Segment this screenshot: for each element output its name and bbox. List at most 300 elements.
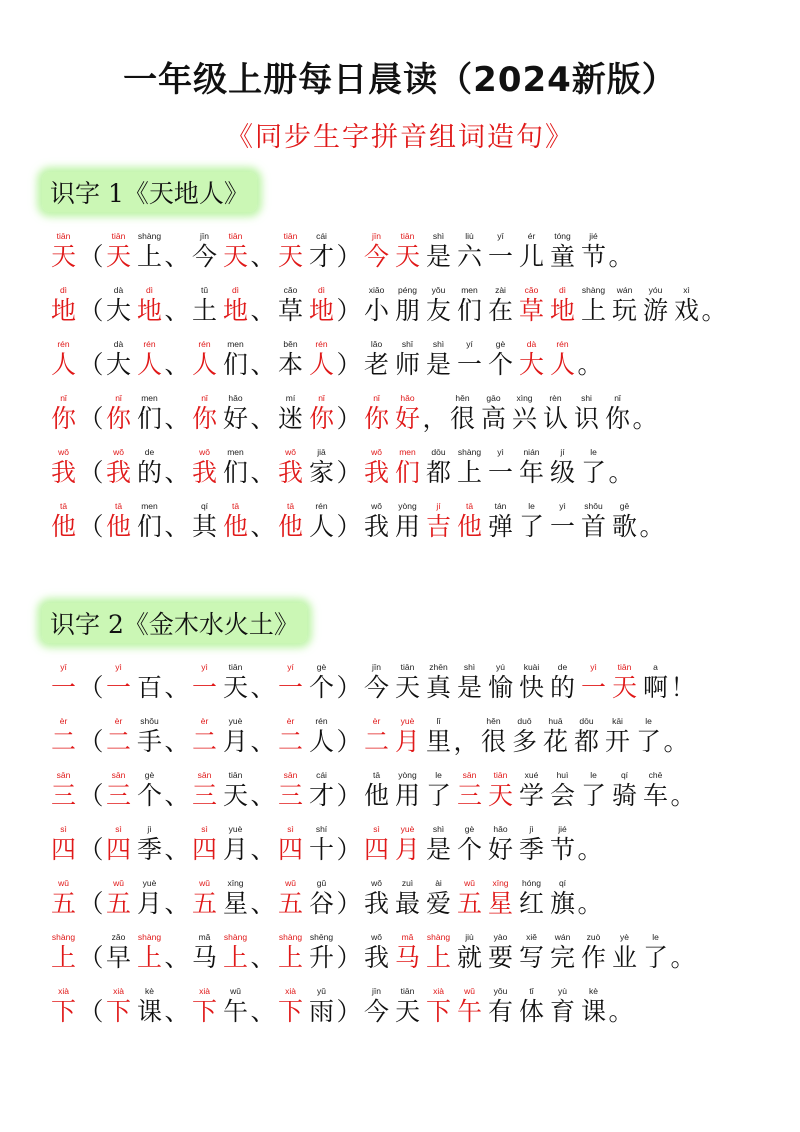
- pinyin: tā: [372, 770, 381, 780]
- punctuation: [165, 715, 189, 757]
- hanzi: 、: [164, 242, 190, 271]
- hanzi: 一: [277, 673, 303, 702]
- hanzi: 星: [487, 889, 513, 918]
- hanzi: 快: [518, 673, 544, 702]
- character-with-pinyin: [423, 985, 454, 1027]
- hanzi: 是: [425, 242, 451, 271]
- pinyin: jīn: [372, 986, 381, 996]
- hanzi: 。: [608, 242, 634, 271]
- character-with-pinyin: [275, 769, 306, 811]
- hanzi: 们: [456, 296, 482, 325]
- hanzi: 下: [191, 997, 217, 1026]
- hanzi: 个: [136, 781, 162, 810]
- character-with-pinyin: [423, 769, 454, 811]
- character-with-pinyin: [134, 500, 165, 542]
- hanzi: 、: [164, 943, 190, 972]
- hanzi: 们: [136, 512, 162, 541]
- punctuation: [633, 392, 657, 434]
- character-with-pinyin: [48, 230, 79, 272]
- pinyin: rén: [143, 339, 156, 349]
- pinyin: tiān: [228, 231, 243, 241]
- hanzi: 、: [164, 458, 190, 487]
- hanzi: 有: [487, 997, 513, 1026]
- pinyin: yuè: [228, 716, 243, 726]
- character-with-pinyin: [423, 230, 454, 272]
- hanzi: 的: [549, 673, 575, 702]
- hanzi: 一: [549, 512, 575, 541]
- punctuation: [251, 985, 275, 1027]
- character-with-pinyin: [361, 931, 392, 973]
- pinyin: wǒ: [371, 447, 382, 457]
- hanzi: 、: [164, 889, 190, 918]
- pinyin: wǒ: [199, 447, 210, 457]
- character-with-pinyin: [423, 661, 454, 703]
- character-with-pinyin: [134, 931, 165, 973]
- pinyin: xué: [524, 770, 539, 780]
- pinyin: tiān: [111, 231, 126, 241]
- pinyin: sān: [283, 770, 298, 780]
- character-with-pinyin: [306, 230, 337, 272]
- hanzi: 一: [105, 673, 131, 702]
- hanzi: 啊: [642, 673, 668, 702]
- pinyin: rèn: [549, 393, 562, 403]
- hanzi: 了: [580, 458, 606, 487]
- hanzi: 才: [308, 781, 334, 810]
- hanzi: 很: [480, 727, 506, 756]
- hanzi: 、: [164, 350, 190, 379]
- pinyin: huì: [556, 770, 569, 780]
- punctuation: [423, 392, 447, 434]
- pinyin: yòng: [398, 770, 417, 780]
- punctuation: [79, 931, 103, 973]
- hanzi: 大: [518, 350, 544, 379]
- pinyin: tā: [286, 501, 295, 511]
- hanzi: 三: [277, 781, 303, 810]
- character-with-pinyin: [361, 446, 392, 488]
- character-with-pinyin: [275, 338, 306, 380]
- character-with-pinyin: [547, 877, 578, 919]
- hanzi: 地: [222, 296, 248, 325]
- hanzi: 大: [105, 296, 131, 325]
- hanzi: 天: [105, 242, 131, 271]
- character-with-pinyin: [516, 500, 547, 542]
- hanzi: 就: [456, 943, 482, 972]
- character-with-pinyin: [516, 446, 547, 488]
- hanzi: 。: [639, 512, 665, 541]
- character-with-pinyin: [361, 769, 392, 811]
- hanzi: 上: [425, 943, 451, 972]
- character-with-pinyin: [361, 985, 392, 1027]
- hanzi: 午: [222, 997, 248, 1026]
- hanzi: 。: [577, 350, 603, 379]
- pinyin: nǐ: [614, 393, 621, 403]
- hanzi: 了: [580, 781, 606, 810]
- hanzi: 。: [701, 296, 727, 325]
- pinyin: zuì: [401, 878, 414, 888]
- character-with-pinyin: [48, 661, 79, 703]
- hanzi: 、: [250, 512, 276, 541]
- pinyin: le: [435, 770, 442, 780]
- hanzi: 们: [222, 458, 248, 487]
- pinyin: dōu: [579, 716, 594, 726]
- hanzi: ）: [336, 512, 362, 541]
- pinyin: gè: [495, 339, 506, 349]
- character-with-pinyin: [392, 715, 423, 757]
- punctuation: [609, 985, 633, 1027]
- character-with-pinyin: [609, 769, 640, 811]
- hanzi: 人: [549, 350, 575, 379]
- pinyin: shàng: [223, 932, 248, 942]
- hanzi: 他: [222, 512, 248, 541]
- hanzi: 年: [518, 458, 544, 487]
- punctuation: [337, 715, 361, 757]
- hanzi: 他: [363, 781, 389, 810]
- character-with-pinyin: [189, 230, 220, 272]
- punctuation: [251, 715, 275, 757]
- character-with-pinyin: [361, 661, 392, 703]
- pinyin: shǒu: [584, 501, 603, 511]
- pinyin: le: [590, 447, 597, 457]
- pinyin: tā: [114, 501, 123, 511]
- hanzi: 二: [363, 727, 389, 756]
- hanzi: 。: [577, 889, 603, 918]
- character-with-pinyin: [134, 715, 165, 757]
- pinyin: nǐ: [373, 393, 380, 403]
- punctuation: [337, 985, 361, 1027]
- character-with-pinyin: [275, 446, 306, 488]
- character-with-pinyin: [454, 931, 485, 973]
- hanzi: 人: [308, 512, 334, 541]
- hanzi: 四: [277, 835, 303, 864]
- hanzi: 、: [250, 835, 276, 864]
- pinyin: wǔ: [285, 878, 296, 888]
- character-with-pinyin: [361, 500, 392, 542]
- lesson-rows: [42, 218, 726, 542]
- character-with-pinyin: [103, 338, 134, 380]
- pinyin: jiā: [317, 447, 326, 457]
- pinyin: sān: [56, 770, 71, 780]
- punctuation: [165, 877, 189, 919]
- character-with-pinyin: [392, 338, 423, 380]
- pinyin: zuò: [586, 932, 601, 942]
- hanzi: 、: [250, 997, 276, 1026]
- character-with-pinyin: [392, 823, 423, 865]
- character-with-pinyin: [134, 446, 165, 488]
- character-with-pinyin: [485, 823, 516, 865]
- hanzi: （: [78, 296, 104, 325]
- punctuation: [79, 877, 103, 919]
- hanzi: 体: [518, 997, 544, 1026]
- punctuation: [251, 338, 275, 380]
- character-with-pinyin: [516, 823, 547, 865]
- pinyin: shàng: [278, 932, 303, 942]
- pinyin: yào: [493, 932, 508, 942]
- character-with-pinyin: [447, 392, 478, 434]
- punctuation: [165, 769, 189, 811]
- hanzi: 三: [105, 781, 131, 810]
- hanzi: 五: [50, 889, 76, 918]
- pinyin: xiě: [526, 932, 537, 942]
- pinyin: men: [141, 501, 158, 511]
- punctuation: [251, 284, 275, 326]
- hanzi: 其: [191, 512, 217, 541]
- hanzi: 在: [487, 296, 513, 325]
- hanzi: 五: [105, 889, 131, 918]
- hanzi: 五: [191, 889, 217, 918]
- pinyin: wǒ: [371, 878, 382, 888]
- character-with-pinyin: [423, 823, 454, 865]
- hanzi: 地: [136, 296, 162, 325]
- sentence-row: [48, 326, 726, 380]
- pinyin: men: [227, 339, 244, 349]
- character-with-pinyin: [306, 715, 337, 757]
- character-with-pinyin: [454, 877, 485, 919]
- punctuation: [337, 500, 361, 542]
- character-with-pinyin: [361, 715, 392, 757]
- hanzi: 上: [580, 296, 606, 325]
- hanzi: 们: [136, 404, 162, 433]
- hanzi: 、: [164, 781, 190, 810]
- character-with-pinyin: [640, 284, 671, 326]
- hanzi: 三: [50, 781, 76, 810]
- hanzi: 了: [635, 727, 661, 756]
- hanzi: 。: [670, 781, 696, 810]
- hanzi: 地: [549, 296, 575, 325]
- pinyin: shàng: [137, 231, 162, 241]
- hanzi: 大: [105, 350, 131, 379]
- character-with-pinyin: [220, 284, 251, 326]
- hanzi: （: [78, 512, 104, 541]
- punctuation: [578, 338, 602, 380]
- character-with-pinyin: [392, 446, 423, 488]
- lesson-section: [42, 172, 726, 542]
- punctuation: [337, 284, 361, 326]
- pinyin: shí: [315, 824, 328, 834]
- hanzi: 天: [222, 673, 248, 702]
- hanzi: 今: [363, 997, 389, 1026]
- pinyin: gāo: [486, 393, 501, 403]
- hanzi: 开: [604, 727, 630, 756]
- hanzi: 天: [277, 242, 303, 271]
- character-with-pinyin: [578, 284, 609, 326]
- character-with-pinyin: [423, 715, 454, 757]
- character-with-pinyin: [516, 985, 547, 1027]
- character-with-pinyin: [220, 230, 251, 272]
- character-with-pinyin: [361, 338, 392, 380]
- pinyin: rén: [556, 339, 569, 349]
- punctuation: [671, 769, 695, 811]
- pinyin: èr: [114, 716, 123, 726]
- pinyin: èr: [372, 716, 381, 726]
- pinyin: kè: [145, 986, 154, 996]
- punctuation: [165, 230, 189, 272]
- character-with-pinyin: [392, 661, 423, 703]
- character-with-pinyin: [392, 230, 423, 272]
- pinyin: wǒ: [285, 447, 296, 457]
- pinyin: sì: [60, 824, 67, 834]
- hanzi: 下: [105, 997, 131, 1026]
- punctuation: [165, 392, 189, 434]
- hanzi: 好: [222, 404, 248, 433]
- pinyin: tǐ: [529, 986, 534, 996]
- pinyin: le: [590, 770, 597, 780]
- lesson-title: 识字 2《金木水火土》: [42, 603, 307, 643]
- character-with-pinyin: [578, 661, 609, 703]
- character-with-pinyin: [454, 769, 485, 811]
- hanzi: 五: [456, 889, 482, 918]
- pinyin: nián: [523, 447, 540, 457]
- punctuation: [251, 877, 275, 919]
- hanzi: 小: [363, 296, 389, 325]
- character-with-pinyin: [485, 931, 516, 973]
- character-with-pinyin: [509, 392, 540, 434]
- hanzi: 红: [518, 889, 544, 918]
- hanzi: 你: [604, 404, 630, 433]
- pinyin: shī: [401, 339, 414, 349]
- hanzi: 上: [136, 943, 162, 972]
- hanzi: 作: [580, 943, 606, 972]
- pinyin: dōu: [431, 447, 446, 457]
- hanzi: 很: [449, 404, 475, 433]
- hanzi: （: [78, 727, 104, 756]
- hanzi: 愉: [487, 673, 513, 702]
- hanzi: 用: [394, 512, 420, 541]
- character-with-pinyin: [485, 985, 516, 1027]
- pinyin: yì: [590, 662, 597, 672]
- pinyin: yú: [496, 662, 505, 672]
- character-with-pinyin: [454, 284, 485, 326]
- pinyin: shàng: [457, 447, 482, 457]
- character-with-pinyin: [454, 338, 485, 380]
- character-with-pinyin: [540, 715, 571, 757]
- pinyin: tā: [59, 501, 68, 511]
- hanzi: ）: [336, 727, 362, 756]
- hanzi: 三: [191, 781, 217, 810]
- pinyin: gè: [464, 824, 475, 834]
- character-with-pinyin: [48, 446, 79, 488]
- character-with-pinyin: [392, 284, 423, 326]
- punctuation: [79, 769, 103, 811]
- punctuation: [79, 230, 103, 272]
- pinyin: yù: [558, 986, 567, 996]
- punctuation: [251, 446, 275, 488]
- character-with-pinyin: [454, 823, 485, 865]
- hanzi: 季: [518, 835, 544, 864]
- character-with-pinyin: [220, 715, 251, 757]
- pinyin: wǔ: [464, 878, 475, 888]
- pinyin: yǒu: [431, 285, 446, 295]
- character-with-pinyin: [547, 661, 578, 703]
- character-with-pinyin: [640, 931, 671, 973]
- character-with-pinyin: [275, 715, 306, 757]
- hanzi: 本: [277, 350, 303, 379]
- pinyin: tiān: [400, 986, 415, 996]
- character-with-pinyin: [516, 661, 547, 703]
- pinyin: xìng: [516, 393, 533, 403]
- hanzi: ）: [336, 242, 362, 271]
- character-with-pinyin: [189, 823, 220, 865]
- pinyin: èr: [59, 716, 68, 726]
- punctuation: [671, 661, 695, 703]
- hanzi: 二: [277, 727, 303, 756]
- hanzi: 节: [580, 242, 606, 271]
- hanzi: 兴: [511, 404, 537, 433]
- hanzi: 月: [136, 889, 162, 918]
- character-with-pinyin: [103, 230, 134, 272]
- punctuation: [337, 446, 361, 488]
- hanzi: 月: [394, 835, 420, 864]
- character-with-pinyin: [516, 284, 547, 326]
- pinyin: huā: [548, 716, 563, 726]
- character-with-pinyin: [134, 392, 165, 434]
- hanzi: 了: [518, 512, 544, 541]
- character-with-pinyin: [540, 392, 571, 434]
- character-with-pinyin: [220, 985, 251, 1027]
- character-with-pinyin: [571, 715, 602, 757]
- pinyin: zài: [495, 285, 506, 295]
- character-with-pinyin: [454, 500, 485, 542]
- pinyin: kè: [589, 986, 598, 996]
- character-with-pinyin: [48, 284, 79, 326]
- pinyin: gè: [316, 662, 327, 672]
- hanzi: 四: [105, 835, 131, 864]
- pinyin: tā: [465, 501, 474, 511]
- hanzi: 。: [608, 458, 634, 487]
- pinyin: sì: [115, 824, 122, 834]
- hanzi: 天: [222, 242, 248, 271]
- punctuation: [79, 985, 103, 1027]
- hanzi: 歌: [611, 512, 637, 541]
- hanzi: 、: [250, 242, 276, 271]
- hanzi: 写: [518, 943, 544, 972]
- pinyin: yì: [201, 662, 208, 672]
- pinyin: cái: [316, 770, 327, 780]
- hanzi: 二: [105, 727, 131, 756]
- hanzi: ）: [336, 350, 362, 379]
- pinyin: yì: [497, 447, 504, 457]
- hanzi: 朋: [394, 296, 420, 325]
- character-with-pinyin: [189, 931, 220, 973]
- pinyin: xià: [285, 986, 296, 996]
- hanzi: 我: [50, 458, 76, 487]
- character-with-pinyin: [48, 392, 79, 434]
- character-with-pinyin: [547, 446, 578, 488]
- character-with-pinyin: [103, 985, 134, 1027]
- hanzi: 老: [363, 350, 389, 379]
- pinyin: wǔ: [113, 878, 124, 888]
- hanzi: 你: [105, 404, 131, 433]
- hanzi: 、: [164, 997, 190, 1026]
- character-with-pinyin: [516, 338, 547, 380]
- sentence-row: [48, 272, 726, 326]
- pinyin: rén: [198, 339, 211, 349]
- hanzi: （: [78, 835, 104, 864]
- sentence-row: [48, 811, 695, 865]
- pinyin: shì: [432, 231, 445, 241]
- character-with-pinyin: [189, 769, 220, 811]
- hanzi: 一: [487, 242, 513, 271]
- pinyin: shì: [432, 824, 445, 834]
- hanzi: ）: [336, 943, 362, 972]
- character-with-pinyin: [578, 446, 609, 488]
- character-with-pinyin: [220, 392, 251, 434]
- character-with-pinyin: [134, 823, 165, 865]
- character-with-pinyin: [485, 500, 516, 542]
- character-with-pinyin: [392, 392, 423, 434]
- character-with-pinyin: [48, 985, 79, 1027]
- pinyin: shǒu: [140, 716, 159, 726]
- pinyin: zhēn: [429, 662, 448, 672]
